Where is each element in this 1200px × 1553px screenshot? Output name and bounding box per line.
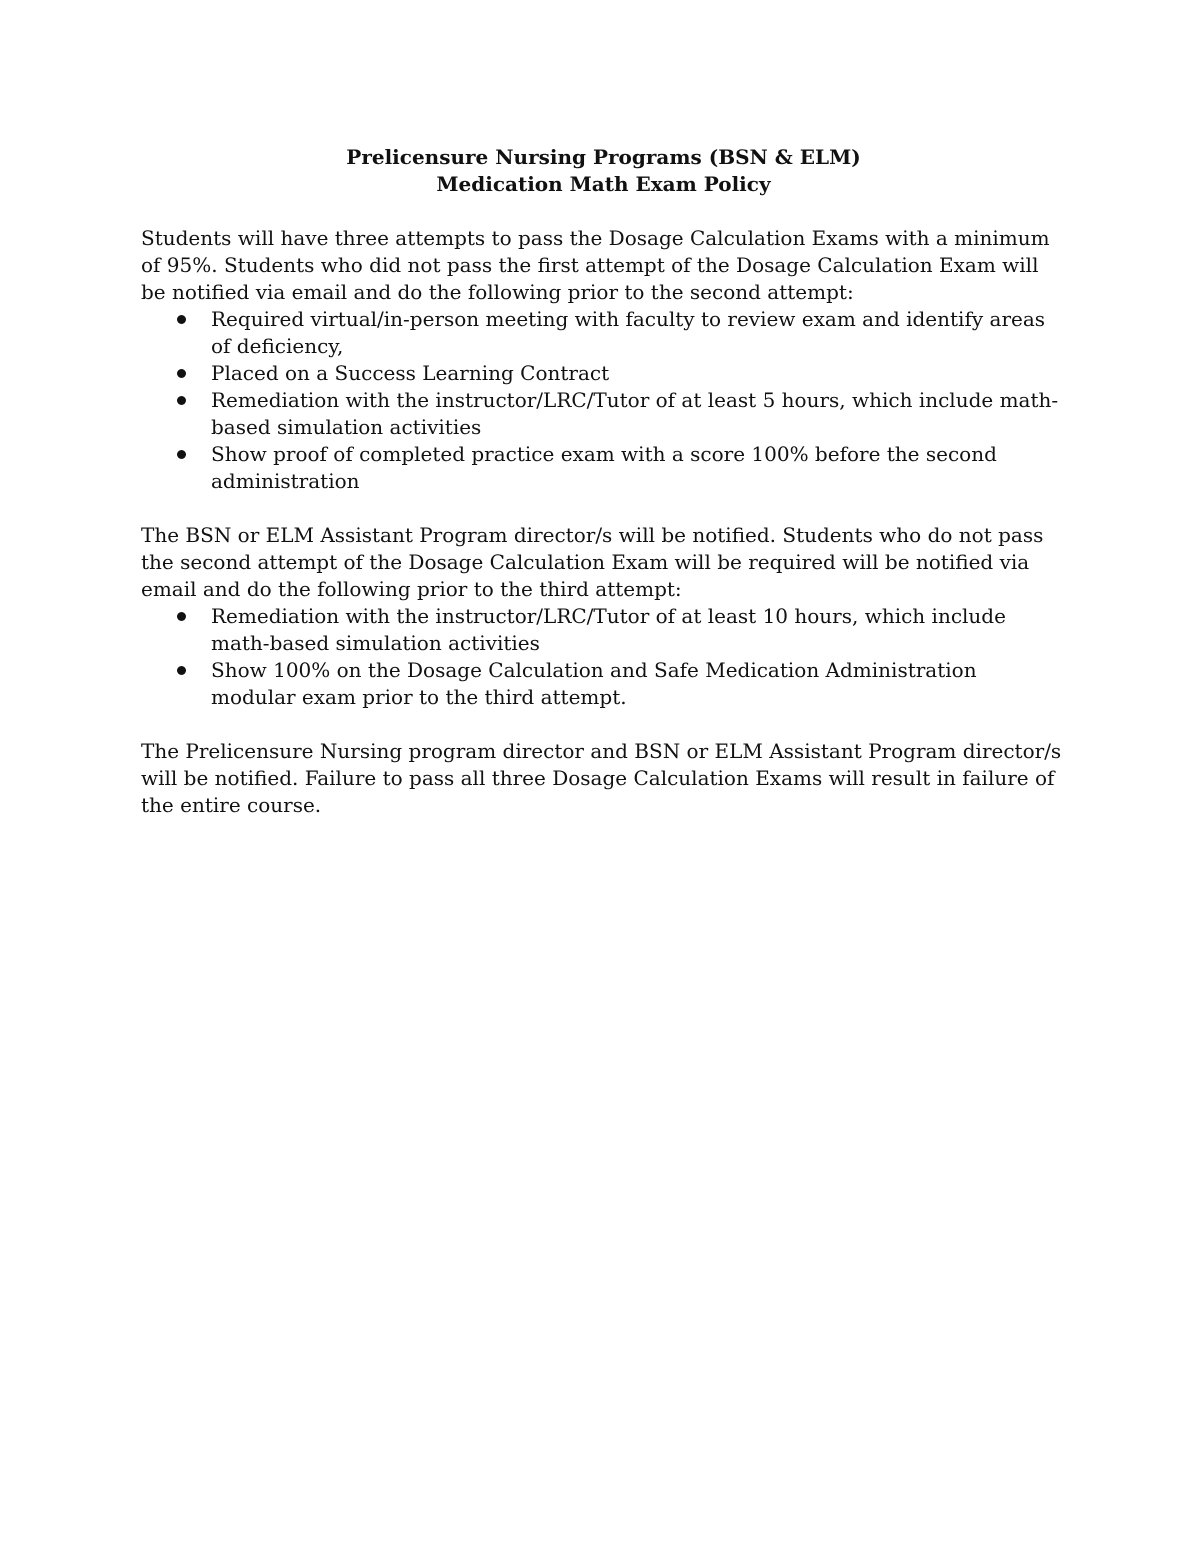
document-title: [141, 144, 1066, 198]
bullet-icon: [177, 450, 186, 459]
list-item-text: Show proof of completed practice exam with a score 100% before the second administration: [211, 442, 997, 493]
paragraph-spacer: [141, 711, 1066, 738]
list-item: [141, 360, 1066, 387]
list-item: [141, 387, 1066, 441]
bullet-icon: [177, 396, 186, 405]
bullet-icon: [177, 369, 186, 378]
bullet-icon: [177, 315, 186, 324]
list-item-text: Remediation with the instructor/LRC/Tutor of at least 10 hours, which include math-based simulation activities: [211, 604, 1006, 655]
list-item: [141, 603, 1066, 657]
section1-intro-paragraph: Students will have three attempts to pass the Dosage Calculation Exams with a minimum of 95%. Students who did not pass the first attempt of the Dosage Calculation Exam will be notified via email and do the following prior to the second attempt:: [141, 226, 1050, 304]
section2-bullet-list: [141, 603, 1066, 711]
list-item-text: Show 100% on the Dosage Calculation and Safe Medication Administration modular exam prior to the third attempt.: [211, 658, 977, 709]
list-item-text: Placed on a Success Learning Contract: [211, 361, 610, 385]
title-line-1: Prelicensure Nursing Programs (BSN & ELM): [346, 145, 861, 169]
section1-bullet-list: [141, 306, 1066, 495]
section2-intro-paragraph: The BSN or ELM Assistant Program director/s will be notified. Students who do not pass the second attempt of the Dosage Calculation Exam will be required will be notified via email and do the following prior to the third attempt:: [141, 523, 1044, 601]
document-content: [141, 144, 1066, 819]
list-item: [141, 441, 1066, 495]
title-line-2: Medication Math Exam Policy: [436, 172, 771, 196]
list-item-text: Required virtual/in-person meeting with faculty to review exam and identify areas of deficiency,: [211, 307, 1046, 358]
list-item-text: Remediation with the instructor/LRC/Tutor of at least 5 hours, which include math-based simulation activities: [211, 388, 1059, 439]
closing-paragraph: The Prelicensure Nursing program director and BSN or ELM Assistant Program director/s will be notified. Failure to pass all three Dosage Calculation Exams will result in failure of the entire course.: [141, 739, 1062, 817]
list-item: [141, 306, 1066, 360]
paragraph-spacer: [141, 495, 1066, 522]
list-item: [141, 657, 1066, 711]
bullet-icon: [177, 612, 186, 621]
bullet-icon: [177, 666, 186, 675]
